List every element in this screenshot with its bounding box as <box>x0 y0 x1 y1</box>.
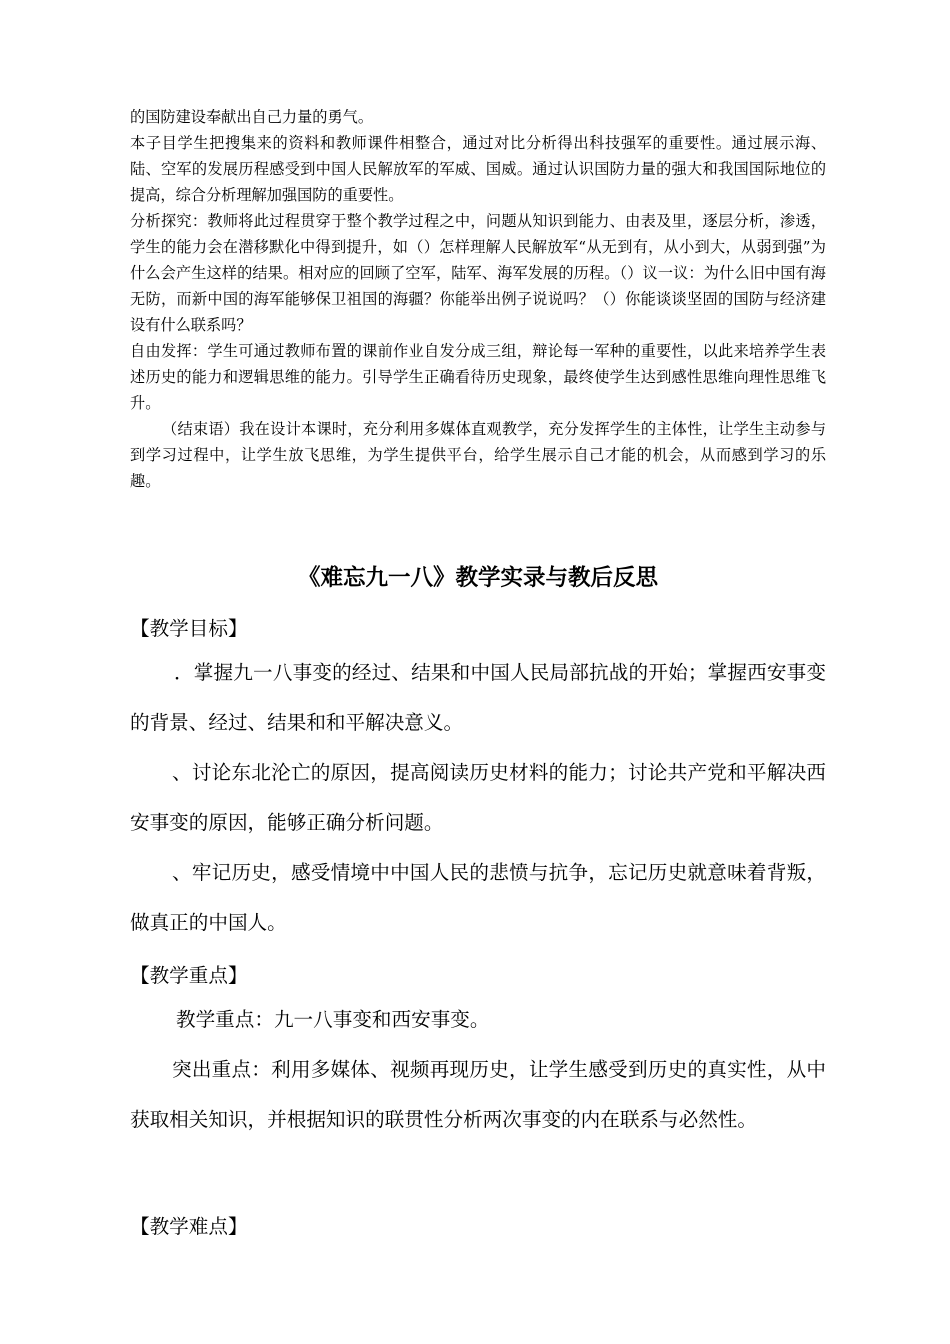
paragraph-conclusion: （结束语）我在设计本课时，充分利用多媒体直观教学，充分发挥学生的主体性，让学生主动参与到学习过程中，让学生放飞思维，为学生提供平台，给学生展示自己才能的机会，从而感到学习的乐趣。 <box>130 420 826 490</box>
previous-section-text <box>130 104 826 494</box>
paragraph-integration: 本子目学生把搜集来的资料和教师课件相整合，通过对比分析得出科技强军的重要性。通过展示海、陆、空军的发展历程感受到中国人民解放军的军威、国威。通过认识国防力量的强大和我国国际地位的提高，综合分析理解加强国防的重要性。 <box>130 134 826 204</box>
paragraph-continuation: 的国防建设奉献出自己力量的勇气。 <box>130 108 373 126</box>
key-points-list <box>130 995 826 1145</box>
document-title: 《难忘九一八》教学实录与教后反思 <box>297 565 658 591</box>
difficulties-heading: 【教学难点】 <box>130 1215 248 1238</box>
difficulties-section <box>130 1202 826 1252</box>
key-points-section <box>130 951 826 1001</box>
goal-item-3: 、牢记历史，感受情境中中国人民的悲愤与抗争，忘记历史就意味着背叛，做真正的中国人。 <box>130 861 826 934</box>
key-points-heading: 【教学重点】 <box>130 964 248 987</box>
teaching-goals-list <box>130 648 826 948</box>
goal-item-2: 、讨论东北沦亡的原因，提高阅读历史材料的能力；讨论共产党和平解决西安事变的原因，能够正确分析问题。 <box>130 761 826 834</box>
teaching-goals-section <box>130 604 826 654</box>
key-point-item-1: 教学重点：九一八事变和西安事变。 <box>176 1008 490 1031</box>
key-point-item-2: 突出重点：利用多媒体、视频再现历史，让学生感受到历史的真实性，从中获取相关知识，并根据知识的联贯性分析两次事变的内在联系与必然性。 <box>130 1058 826 1131</box>
paragraph-analysis: 分析探究：教师将此过程贯穿于整个教学过程之中，问题从知识到能力、由表及里，逐层分析，渗透，学生的能力会在潜移默化中得到提升，如（）怎样理解人民解放军“从无到有，从小到大，从弱到强”为什么会产生这样的结果。相对应的回顾了空军，陆军、海军发展的历程。（）议一议：为什么旧中国有海无防，而新中国的海军能够保卫祖国的海疆？你能举出例子说说吗？（）你能谈谈坚固的国防与经济建设有什么联系吗？ <box>130 212 826 334</box>
teaching-goals-heading: 【教学目标】 <box>130 617 248 640</box>
paragraph-free-play: 自由发挥：学生可通过教师布置的课前作业自发分成三组，辩论每一军种的重要性，以此来培养学生表述历史的能力和逻辑思维的能力。引导学生正确看待历史现象，最终使学生达到感性思维向理性思维飞升。 <box>130 342 826 412</box>
goal-item-1: ．掌握九一八事变的经过、结果和中国人民局部抗战的开始；掌握西安事变的背景、经过、结果和和平解决意义。 <box>130 661 826 734</box>
